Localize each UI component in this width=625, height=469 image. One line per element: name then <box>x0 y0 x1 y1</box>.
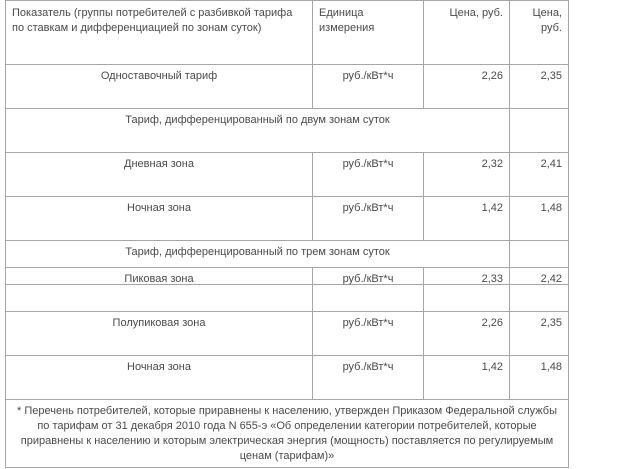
table-row <box>6 153 569 197</box>
row-price-2: 2,41 <box>510 153 569 197</box>
table-row <box>6 197 569 241</box>
header-price-2: Цена, руб. <box>510 1 569 65</box>
row-label: Пиковая зона <box>6 268 313 312</box>
section-empty-cell <box>510 109 569 153</box>
row-price-2: 2,35 <box>510 65 569 109</box>
row-label: Дневная зона <box>6 153 313 197</box>
row-unit: руб./кВт*ч <box>313 312 424 356</box>
header-indicator: Показатель (группы потребителей с разбивкой тарифа по ставкам и дифференциацией по зонам суток) <box>6 1 313 65</box>
table-row <box>6 65 569 109</box>
table-header-row <box>6 1 569 65</box>
table-row <box>6 268 569 312</box>
section-three-zones: Тариф, дифференцированный по трем зонам суток <box>6 241 510 285</box>
row-unit: руб./кВт*ч <box>313 65 424 109</box>
row-price-1: 1,42 <box>424 356 510 400</box>
row-label: Ночная зона <box>6 197 313 241</box>
row-unit: руб./кВт*ч <box>313 268 424 312</box>
tariff-table-top <box>5 0 569 285</box>
row-price-2: 1,48 <box>510 356 569 400</box>
row-price-2: 2,35 <box>510 312 569 356</box>
row-unit: руб./кВт*ч <box>313 197 424 241</box>
footnote: * Перечень потребителей, которые приравнены к населению, утвержден Приказом Федеральной службы по тарифам от 31 декабря 2010 года N 655-э «Об определении категории потребителей, которые приравнены к населению и которым электрическая энергия (мощность) поставляется по регулируемым ценам (тарифам)» <box>6 400 569 468</box>
row-price-2: 1,48 <box>510 197 569 241</box>
row-label: Полупиковая зона <box>6 312 313 356</box>
table-row <box>6 312 569 356</box>
row-price-2: 2,42 <box>510 268 569 312</box>
row-price-1: 2,26 <box>424 312 510 356</box>
row-price-1: 2,26 <box>424 65 510 109</box>
row-unit: руб./кВт*ч <box>313 153 424 197</box>
row-label: Ночная зона <box>6 356 313 400</box>
section-row <box>6 109 569 153</box>
section-two-zones: Тариф, дифференцированный по двум зонам суток <box>6 109 510 153</box>
tariff-table-bottom <box>5 267 569 468</box>
footnote-row <box>6 400 569 468</box>
row-price-1: 2,32 <box>424 153 510 197</box>
row-unit: руб./кВт*ч <box>313 356 424 400</box>
row-price-1: 1,42 <box>424 197 510 241</box>
header-price-1: Цена, руб. <box>424 1 510 65</box>
row-label: Одноставочный тариф <box>6 65 313 109</box>
row-price-1: 2,33 <box>424 268 510 312</box>
table-row <box>6 356 569 400</box>
header-unit: Единица измерения <box>313 1 424 65</box>
